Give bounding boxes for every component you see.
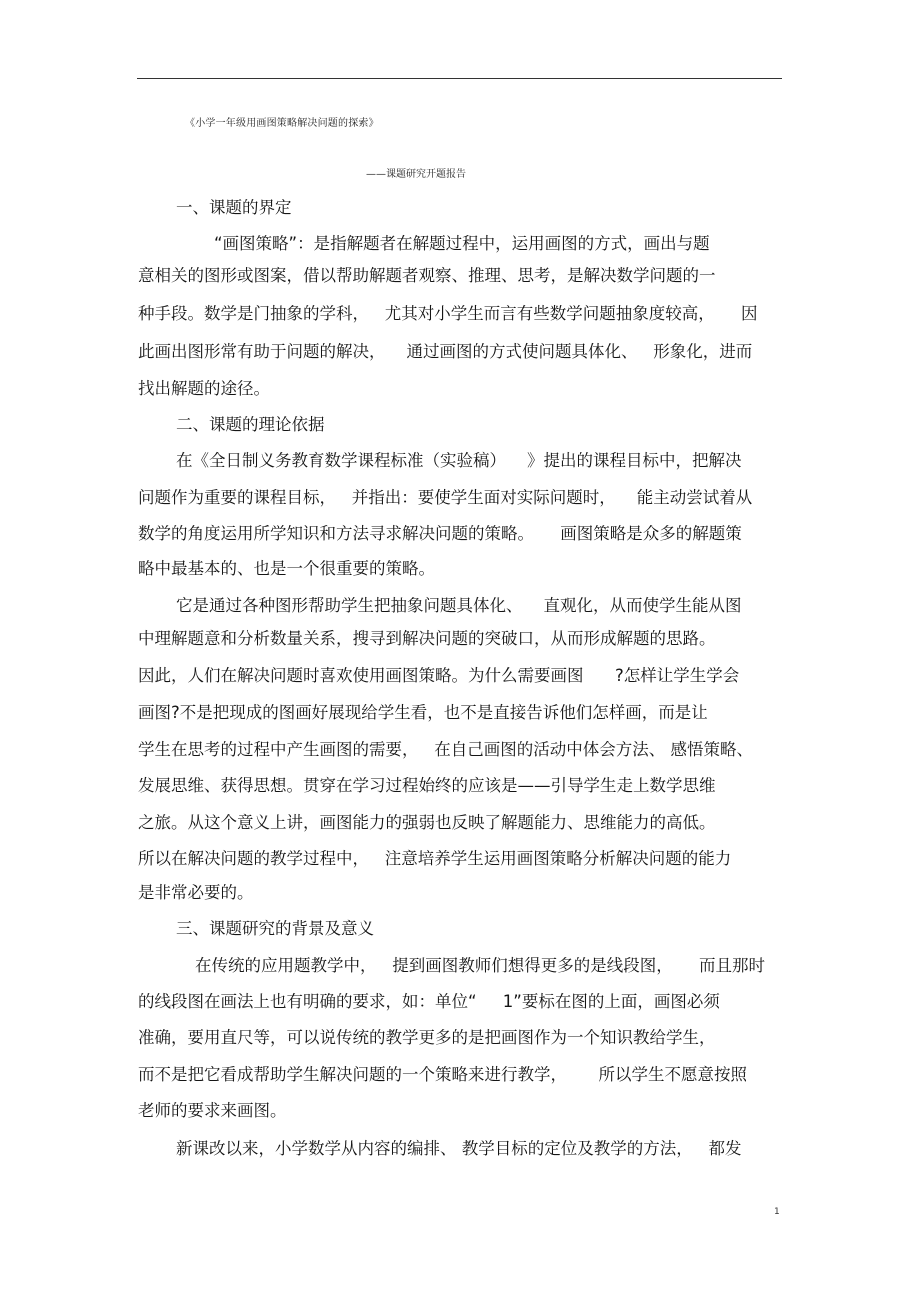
paragraph-line: 数学的角度运用所学知识和方法寻求解决问题的策略。 画图策略是众多的解题策: [138, 524, 742, 543]
paragraph-line: 之旅。从这个意义上讲，画图能力的强弱也反映了解题能力、思维能力的高低。: [138, 813, 716, 832]
document-title: 《小学一年级用画图策略解决问题的探索》: [185, 118, 379, 129]
paragraph-line: 略中最基本的、也是一个很重要的策略。: [138, 559, 435, 578]
document-subtitle: ——课题研究开题报告: [366, 169, 466, 180]
paragraph-line: 种手段。数学是门抽象的学科， 尤其对小学生而言有些数学问题抽象度较高， 因: [138, 304, 758, 323]
header-rule: [137, 78, 782, 79]
paragraph-line: 学生在思考的过程中产生画图的需要， 在自己画图的活动中体会方法、 感悟策略、: [138, 740, 753, 759]
paragraph-line: 新课改以来，小学数学从内容的编排、 教学目标的定位及教学的方法， 都发: [176, 1139, 742, 1158]
paragraph-line: 在传统的应用题教学中， 提到画图教师们想得更多的是线段图， 而且那时: [195, 956, 765, 975]
paragraph-line: 找出解题的途径。: [138, 379, 270, 398]
paragraph-line: 发展思维、获得思想。贯穿在学习过程始终的应该是——引导学生走上数学思维: [138, 776, 716, 795]
paragraph-line: 准确，要用直尺等，可以说传统的教学更多的是把画图作为一个知识教给学生，: [138, 1028, 716, 1047]
paragraph-line: 意相关的图形或图案，借以帮助解题者观察、推理、思考，是解决数学问题的一: [138, 266, 716, 285]
section-heading-definition: 一、课题的界定: [176, 198, 292, 217]
paragraph-line: “画图策略”：是指解题者在解题过程中，运用画图的方式，画出与题: [214, 234, 710, 253]
paragraph-line: 老师的要求来画图。: [138, 1101, 287, 1120]
page-number: 1: [774, 1207, 780, 1217]
section-heading-background: 三、课题研究的背景及意义: [176, 919, 374, 938]
paragraph-line: 问题作为重要的课程目标， 并指出：要使学生面对实际问题时， 能主动尝试着从: [138, 488, 753, 507]
section-heading-theory: 二、课题的理论依据: [176, 415, 325, 434]
paragraph-line: 所以在解决问题的教学过程中， 注意培养学生运用画图策略分析解决问题的能力: [138, 849, 732, 868]
paragraph-line: 此画出图形常有助于问题的解决， 通过画图的方式使问题具体化、 形象化，进而: [138, 342, 753, 361]
paragraph-line: 因此，人们在解决问题时喜欢使用画图策略。为什么需要画图 ?怎样让学生学会: [138, 666, 740, 685]
paragraph-line: 它是通过各种图形帮助学生把抽象问题具体化、 直观化，从而使学生能从图: [176, 596, 742, 615]
paragraph-line: 在《全日制义务教育数学课程标准（实验稿） 》提出的课程目标中，把解决: [176, 451, 742, 470]
paragraph-line: 中理解题意和分析数量关系，搜寻到解决问题的突破口，从而形成解题的思路。: [138, 629, 716, 648]
paragraph-line: 而不是把它看成帮助学生解决问题的一个策略来进行教学， 所以学生不愿意按照: [138, 1065, 747, 1084]
paragraph-line: 的线段图在画法上也有明确的要求，如：单位“ 1”要标在图的上面，画图必须: [138, 992, 720, 1011]
paragraph-line: 画图?不是把现成的图画好展现给学生看，也不是直接告诉他们怎样画，而是让: [138, 703, 708, 722]
paragraph-line: 是非常必要的。: [138, 883, 254, 902]
